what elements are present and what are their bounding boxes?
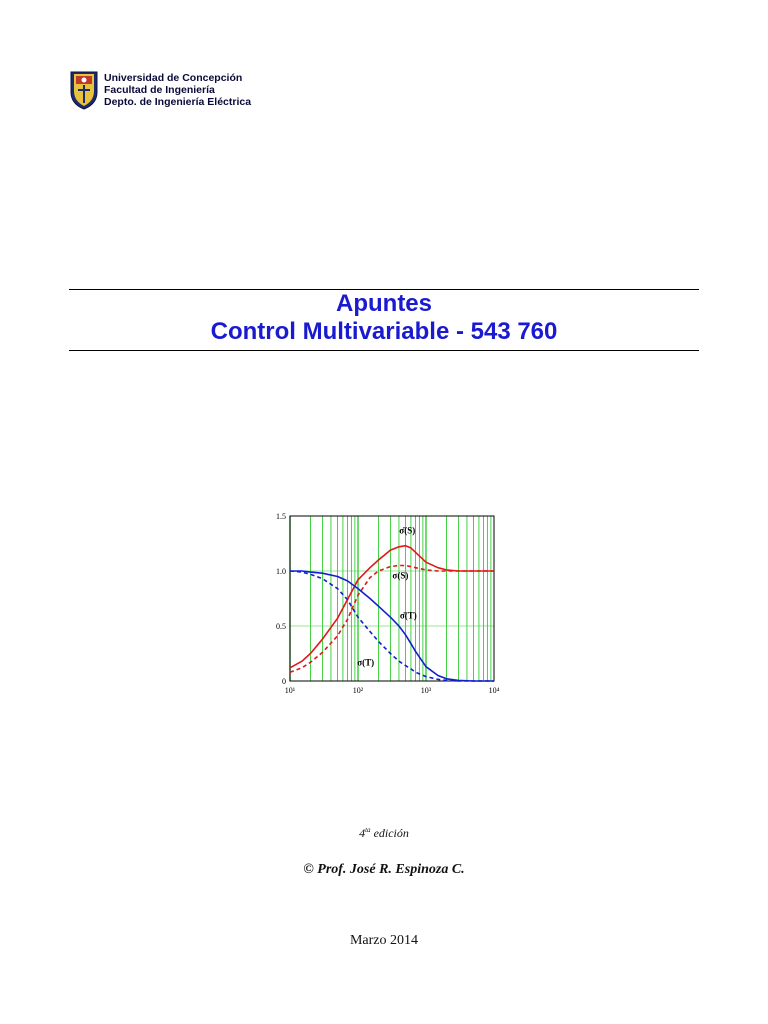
y-tick-label: 1.0 xyxy=(276,567,286,576)
faculty-name: Facultad de Ingeniería xyxy=(104,84,215,96)
series-annotation: σ(T) xyxy=(357,657,375,668)
publication-date: Marzo 2014 xyxy=(349,933,419,948)
y-tick-label: 0.5 xyxy=(276,622,286,631)
series-annotation: σ̄(S) xyxy=(399,525,416,536)
edition-label xyxy=(0,826,768,841)
x-tick-label: 10² xyxy=(352,686,364,695)
sensitivity-chart xyxy=(268,508,504,704)
series-annotation: σ(S) xyxy=(392,570,409,581)
title-rule-bottom xyxy=(69,350,699,351)
institution-lines xyxy=(104,72,251,108)
document-title xyxy=(69,290,699,346)
title-line-2: Control Multivariable - 543 760 xyxy=(210,318,558,345)
author-line: © Prof. José R. Espinoza C. xyxy=(303,862,465,877)
university-crest-logo xyxy=(69,70,99,110)
x-tick-label: 10¹ xyxy=(284,686,296,695)
x-tick-label: 10⁴ xyxy=(488,686,500,695)
edition-number: 4 xyxy=(359,826,366,840)
university-name: Universidad de Concepción xyxy=(104,72,243,84)
edition-text: edición xyxy=(370,826,409,840)
plot-area xyxy=(290,516,494,681)
edition-superscript: ta xyxy=(365,826,371,834)
y-tick-label: 0 xyxy=(282,677,286,686)
department-name: Depto. de Ingeniería Eléctrica xyxy=(104,96,252,108)
y-tick-label: 1.5 xyxy=(276,512,286,521)
x-tick-label: 10³ xyxy=(420,686,432,695)
title-line-1: Apuntes xyxy=(336,290,432,317)
series-annotation: σ̄(T) xyxy=(399,610,417,621)
